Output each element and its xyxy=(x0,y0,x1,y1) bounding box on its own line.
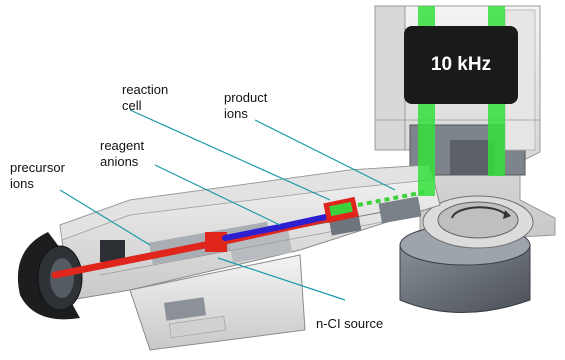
label-reaction-cell xyxy=(122,82,168,114)
frequency-badge xyxy=(404,26,518,104)
label-reagent-anions xyxy=(100,138,144,170)
frequency-text: 10 kHz xyxy=(430,54,492,75)
label-nci-source xyxy=(316,316,383,332)
label-precursor-ions-line2: ions xyxy=(10,176,34,191)
label-product-ions-line1: product xyxy=(224,90,268,105)
label-product-ions xyxy=(224,90,267,122)
label-reagent-anions-line2: anions xyxy=(100,154,139,169)
label-reaction-cell-line2: cell xyxy=(122,98,142,113)
label-precursor-ions-line1: precursor xyxy=(10,160,65,175)
label-precursor-ions xyxy=(10,160,65,192)
label-product-ions-line2: ions xyxy=(224,106,248,121)
label-reaction-cell-line1: reaction xyxy=(122,82,169,97)
label-reagent-anions-line1: reagent xyxy=(100,138,145,153)
label-nci-source-text: n-CI source xyxy=(316,316,384,331)
